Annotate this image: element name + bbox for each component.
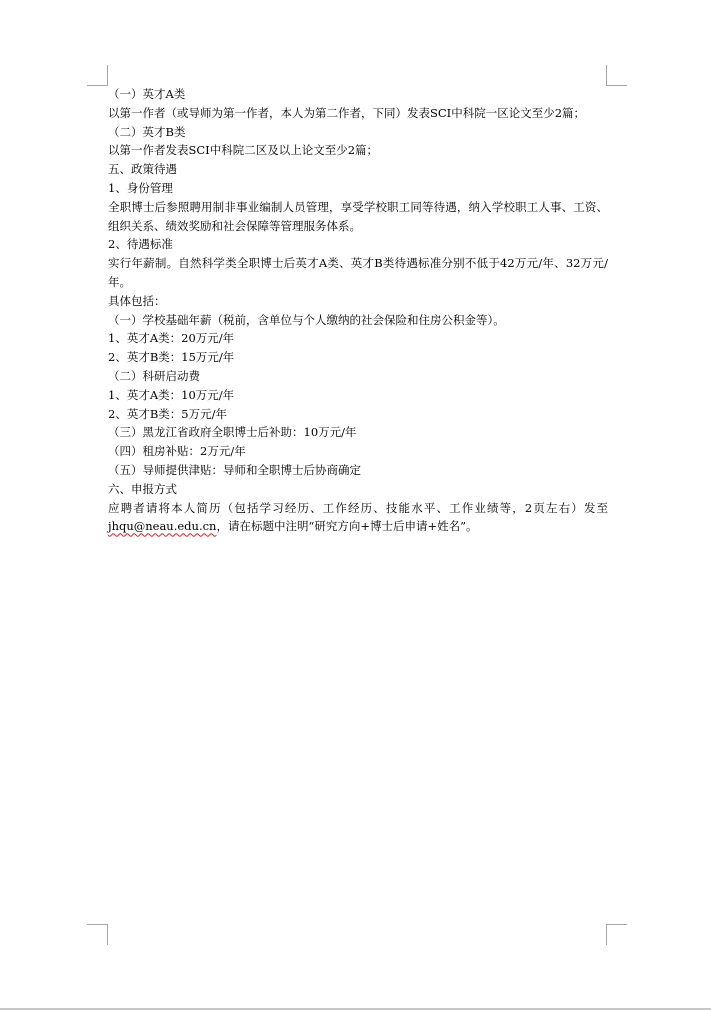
application-text-before: 应聘者请将本人简历（包括学习经历、工作经历、技能水平、工作业绩等，2页左右）发至 [108,500,608,515]
item-advisor-allowance: （五）导师提供津贴：导师和全职博士后协商确定 [108,462,361,477]
crop-mark-bottom-right [606,924,627,945]
paragraph-salary-standard: 实行年薪制。自然科学类全职博士后英才A类、英才B类待遇标准分别不低于42万元/年、32万元/年。 [108,256,608,289]
subheading-identity: 1、身份管理 [108,180,173,195]
document-body[interactable] [108,85,608,536]
heading-talent-b: （二）英才B类 [108,124,186,139]
item-base-salary: （一）学校基础年薪（税前，含单位与个人缴纳的社会保险和住房公积金等）。 [108,312,505,327]
item-research-funds: （二）科研启动费 [108,368,200,383]
item-housing-subsidy: （四）租房补贴：2万元/年 [108,444,246,459]
paragraph-talent-b-requirement: 以第一作者发表SCI中科院二区及以上论文至少2篇； [108,143,379,158]
crop-mark-top-left [87,65,108,86]
application-text-after: ，请在标题中注明“研究方向+博士后申请+姓名”。 [216,519,478,534]
text-includes: 具体包括： [108,293,166,308]
item-base-salary-b: 2、英才B类：15万元/年 [108,350,235,365]
subheading-salary-standard: 2、待遇标准 [108,237,173,252]
paragraph-application [108,499,608,537]
crop-mark-bottom-left [87,924,108,945]
paragraph-identity: 全职博士后参照聘用制非事业编制人员管理，享受学校职工同等待遇，纳入学校职工人事、工资、组织关系、绩效奖励和社会保障等管理服务体系。 [108,199,608,233]
section-heading-policy: 五、政策待遇 [108,162,177,177]
crop-mark-top-right [606,65,627,86]
paragraph-talent-a-requirement: 以第一作者（或导师为第一作者，本人为第二作者，下同）发表SCI中科院一区论文至少2篇； [108,105,586,120]
item-research-funds-a: 1、英才A类：10万元/年 [108,387,235,402]
heading-talent-a: （一）英才A类 [108,87,186,101]
section-heading-application: 六、申报方式 [108,481,177,496]
email-link[interactable]: jhqu@neau.edu.cn [108,519,217,534]
item-research-funds-b: 2、英才B类：5万元/年 [108,406,227,421]
item-provincial-subsidy: （三）黑龙江省政府全职博士后补助：10万元/年 [108,425,357,440]
item-base-salary-a: 1、英才A类：20万元/年 [108,331,235,346]
